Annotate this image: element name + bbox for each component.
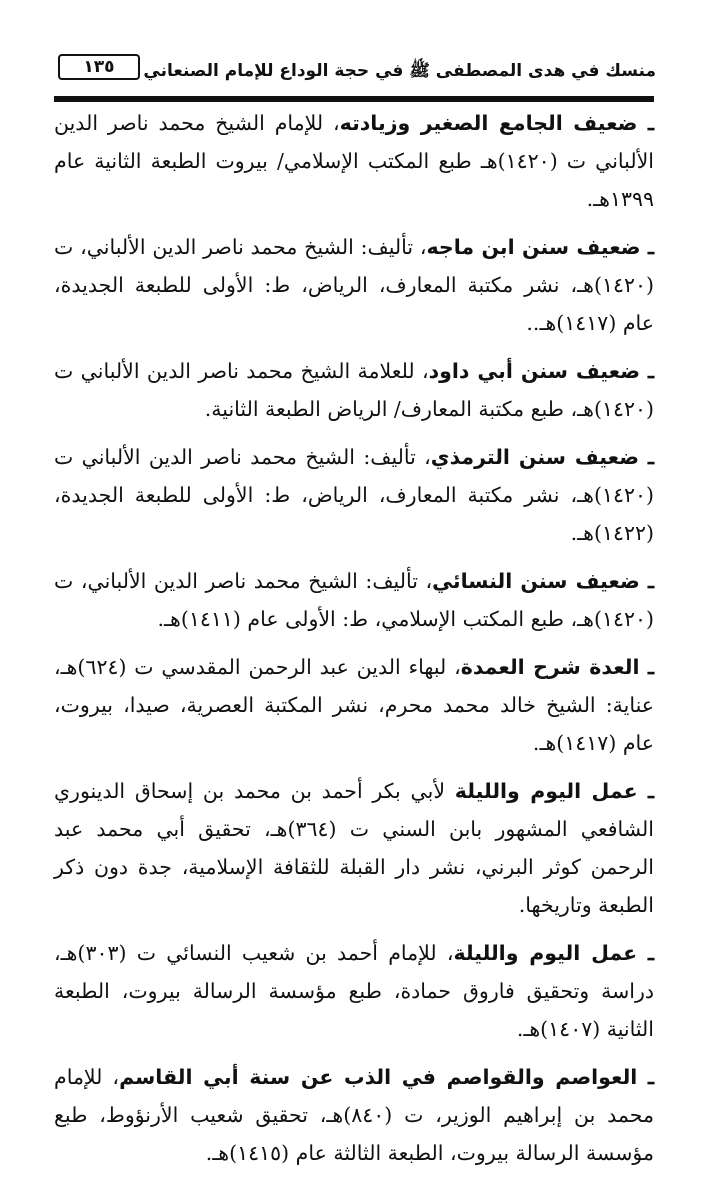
- bibliography-entry: [54, 562, 654, 638]
- entry-dash: ـ: [637, 779, 655, 803]
- entry-text: ، للإمام الشيخ محمد ناصر الدين الألباني ت (١٤٢٠)هـ طبع المكتب الإسلامي/ بيروت الطبعة الثانية عام ١٣٩٩هـ.: [54, 111, 654, 211]
- bibliography-entry: [54, 648, 654, 762]
- bibliography-entry: [54, 772, 654, 924]
- entry-dash: ـ: [639, 569, 654, 593]
- entry-title: العواصم والقواصم في الذب عن سنة أبي القاسم: [119, 1065, 638, 1089]
- entry-title: عمل اليوم والليلة: [453, 941, 638, 965]
- bibliography-list: [54, 104, 654, 1182]
- bibliography-entry: [54, 352, 654, 428]
- entry-text: ، للإمام أحمد بن شعيب النسائي ت (٣٠٣)هـ، دراسة وتحقيق فاروق حمادة، طبع مؤسسة الرسالة بيروت، الطبعة الثانية (١٤٠٧)هـ.: [54, 941, 654, 1041]
- entry-title: ضعيف سنن ابن ماجه: [426, 235, 641, 259]
- bibliography-entry: [54, 438, 654, 552]
- page-header: [48, 54, 656, 94]
- header-divider: [54, 96, 654, 102]
- entry-text: ، تأليف: الشيخ محمد ناصر الدين الألباني، ت (١٤٢٠)هـ، طبع المكتب الإسلامي، ط: الأولى عام (١٤١١)هـ.: [54, 569, 654, 631]
- entry-dash: ـ: [637, 1065, 655, 1089]
- entry-text: لأبي بكر أحمد بن محمد بن إسحاق الدينوري الشافعي المشهور بابن السني ت (٣٦٤)هـ، تحقيق أبي محمد عبد الرحمن كوثر البرني، نشر دار القبلة للثقافة الإسلامية، جدة دون ذكر الطبعة وتاريخها.: [54, 779, 654, 917]
- entry-title: ضعيف سنن النسائي: [432, 569, 640, 593]
- bibliography-entry: [54, 104, 654, 218]
- entry-text: ، للإمام محمد بن إبراهيم الوزير، ت (٨٤٠)هـ، تحقيق شعيب الأرنؤوط، طبع مؤسسة الرسالة بيروت، الطبعة الثالثة عام (١٤١٥)هـ.: [54, 1065, 654, 1165]
- entry-text: ، تأليف: الشيخ محمد ناصر الدين الألباني ت (١٤٢٠)هـ، نشر مكتبة المعارف، الرياض، ط: الأولى للطبعة الجديدة، (١٤٢٢)هـ.: [54, 445, 654, 545]
- entry-dash: ـ: [639, 445, 654, 469]
- entry-dash: ـ: [640, 235, 654, 259]
- bibliography-entry: [54, 1058, 654, 1172]
- entry-title: عمل اليوم والليلة: [454, 779, 638, 803]
- entry-dash: ـ: [640, 359, 654, 383]
- bibliography-entry: [54, 228, 654, 342]
- entry-dash: ـ: [637, 111, 654, 135]
- entry-title: ضعيف الجامع الصغير وزيادته: [339, 111, 638, 135]
- entry-text: ، لبهاء الدين عبد الرحمن المقدسي ت (٦٢٤)هـ، عناية: الشيخ خالد محمد محرم، نشر المكتبة العصرية، صيدا، بيروت، عام (١٤١٧)هـ.: [54, 655, 654, 755]
- entry-text: ، للعلامة الشيخ محمد ناصر الدين الألباني ت (١٤٢٠)هـ، طبع مكتبة المعارف/ الرياض الطبعة الثانية.: [54, 359, 654, 421]
- running-title: منسك في هدى المصطفى ﷺ في حجة الوداع للإمام الصنعاني: [143, 61, 656, 81]
- entry-dash: ـ: [637, 941, 654, 965]
- page-number: ١٣٥: [58, 54, 140, 80]
- entry-title: ضعيف سنن الترمذي: [430, 445, 640, 469]
- bibliography-entry: [54, 934, 654, 1048]
- entry-dash: ـ: [639, 655, 654, 679]
- entry-title: العدة شرح العمدة: [460, 655, 640, 679]
- entry-title: ضعيف سنن أبي داود: [428, 359, 640, 383]
- entry-text: ، تأليف: الشيخ محمد ناصر الدين الألباني، ت (١٤٢٠)هـ، نشر مكتبة المعارف، الرياض، ط: الأولى للطبعة الجديدة، عام (١٤١٧)هـ..: [54, 235, 654, 335]
